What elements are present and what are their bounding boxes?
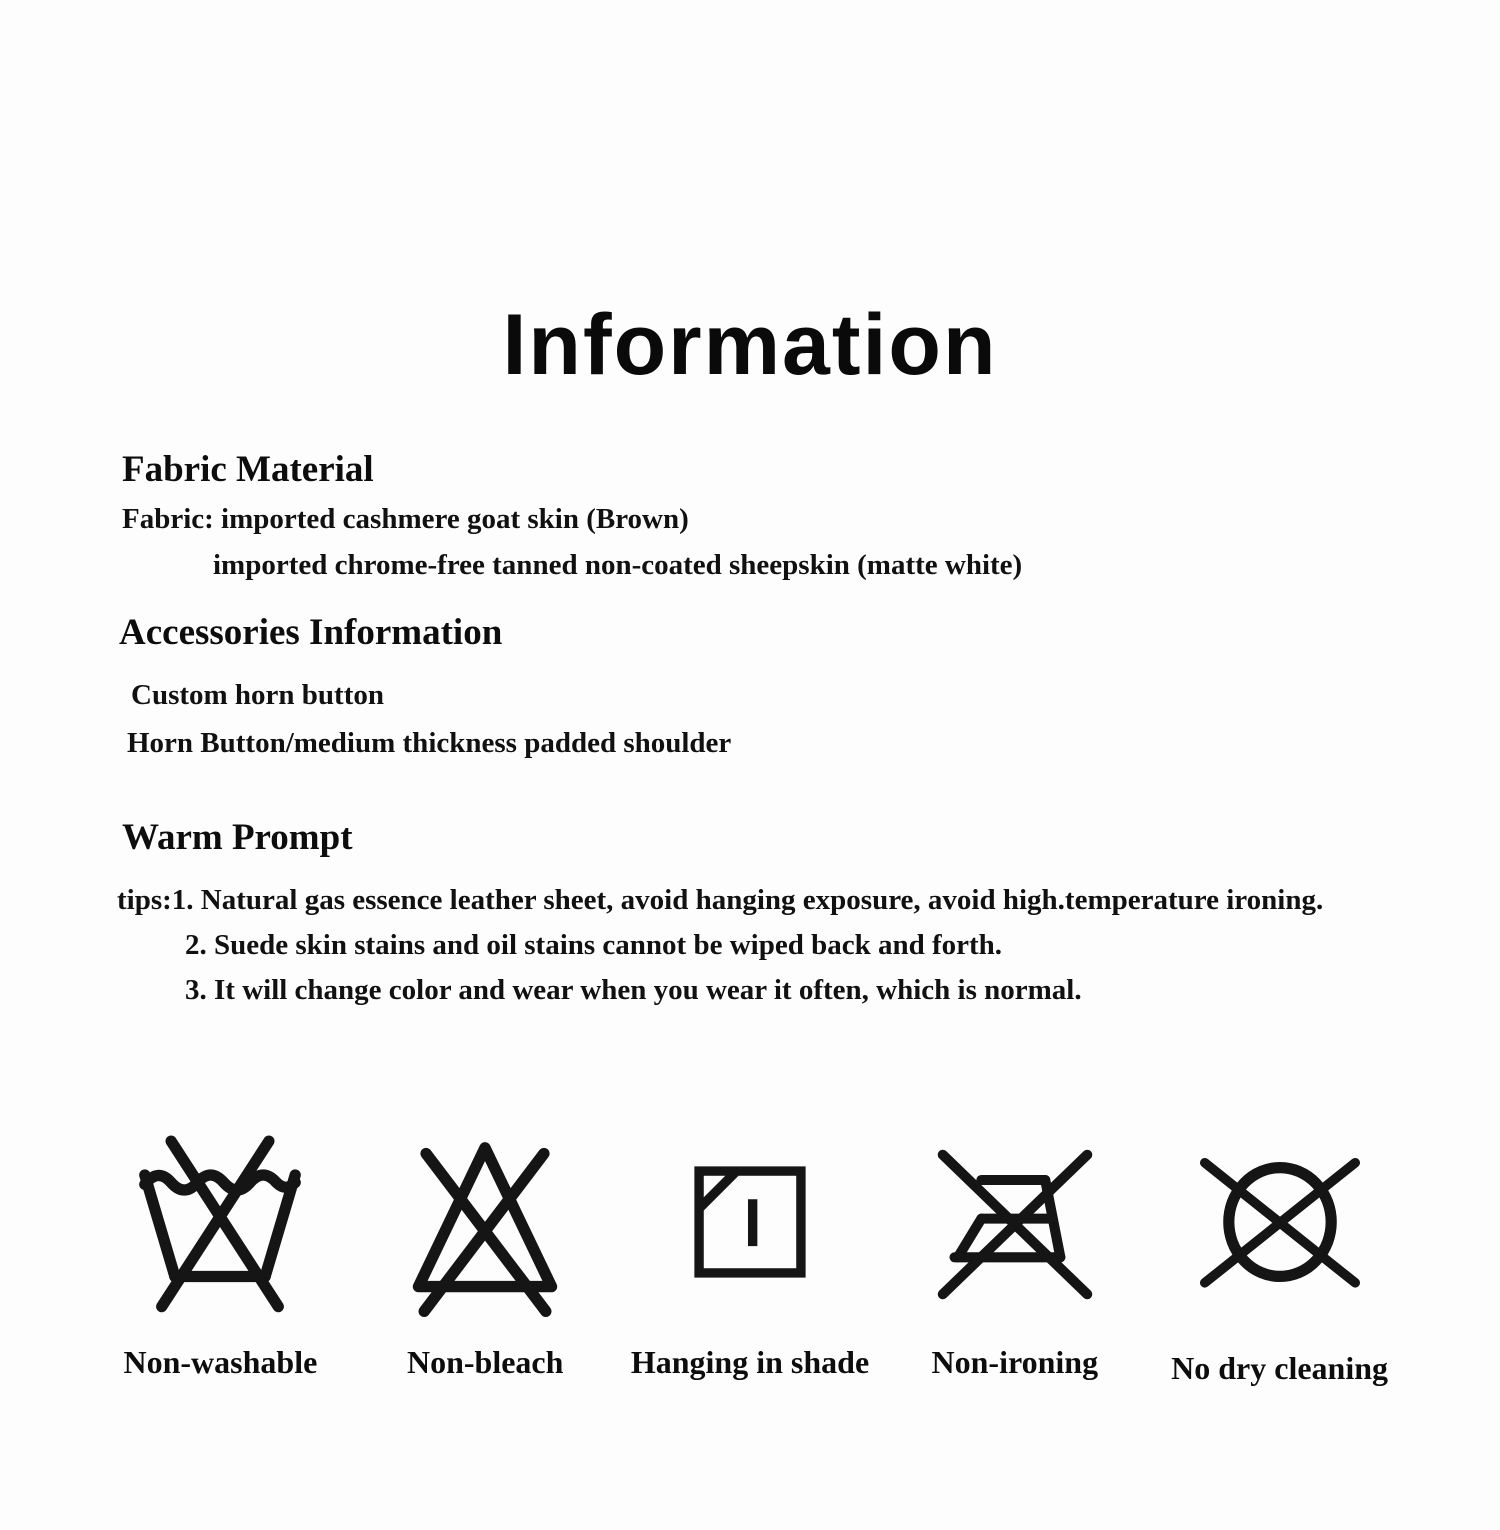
fabric-material-line: imported chrome-free tanned non-coated sheepskin (matte white) — [213, 549, 1023, 581]
accessories-line: Custom horn button — [131, 679, 384, 711]
care-symbol-label: No dry cleaning — [1171, 1350, 1389, 1386]
accessories-line: Horn Button/medium thickness padded shoulder — [127, 727, 732, 759]
section-heading-warm-prompt: Warm Prompt — [122, 817, 353, 858]
warm-prompt-tip: tips:1. Natural gas essence leather sheet, avoid hanging exposure, avoid high.temperature ironing. — [117, 884, 1324, 916]
drip-dry-in-shade-icon — [683, 1124, 817, 1320]
section-heading-fabric-material: Fabric Material — [122, 449, 374, 490]
fabric-material-line: Fabric: imported cashmere goat skin (Brown) — [122, 503, 689, 535]
care-symbol-non-ironing — [882, 1124, 1147, 1387]
care-symbol-label: Non-washable — [123, 1344, 318, 1380]
care-symbol-non-bleach — [353, 1124, 618, 1387]
page-title: Information — [502, 297, 998, 393]
section-heading-accessories: Accessories Information — [119, 612, 503, 653]
no-wash-icon — [126, 1124, 314, 1320]
care-symbol-label: Non-bleach — [406, 1344, 564, 1380]
warm-prompt-tip: 2. Suede skin stains and oil stains cannot be wiped back and forth. — [185, 929, 1003, 961]
care-symbol-no-dry-cleaning — [1147, 1124, 1412, 1387]
care-symbol-hanging-in-shade — [618, 1124, 883, 1387]
warm-prompt-tip: 3. It will change color and wear when you wear it often, which is normal. — [185, 974, 1082, 1006]
care-symbol-non-washable — [88, 1124, 353, 1387]
no-dry-clean-icon — [1191, 1124, 1369, 1320]
care-symbol-label: Non-ironing — [931, 1344, 1099, 1380]
care-symbol-label: Hanging in shade — [630, 1344, 870, 1380]
no-iron-icon — [931, 1124, 1099, 1320]
no-bleach-icon — [390, 1124, 580, 1320]
care-symbols-row — [88, 1124, 1412, 1387]
